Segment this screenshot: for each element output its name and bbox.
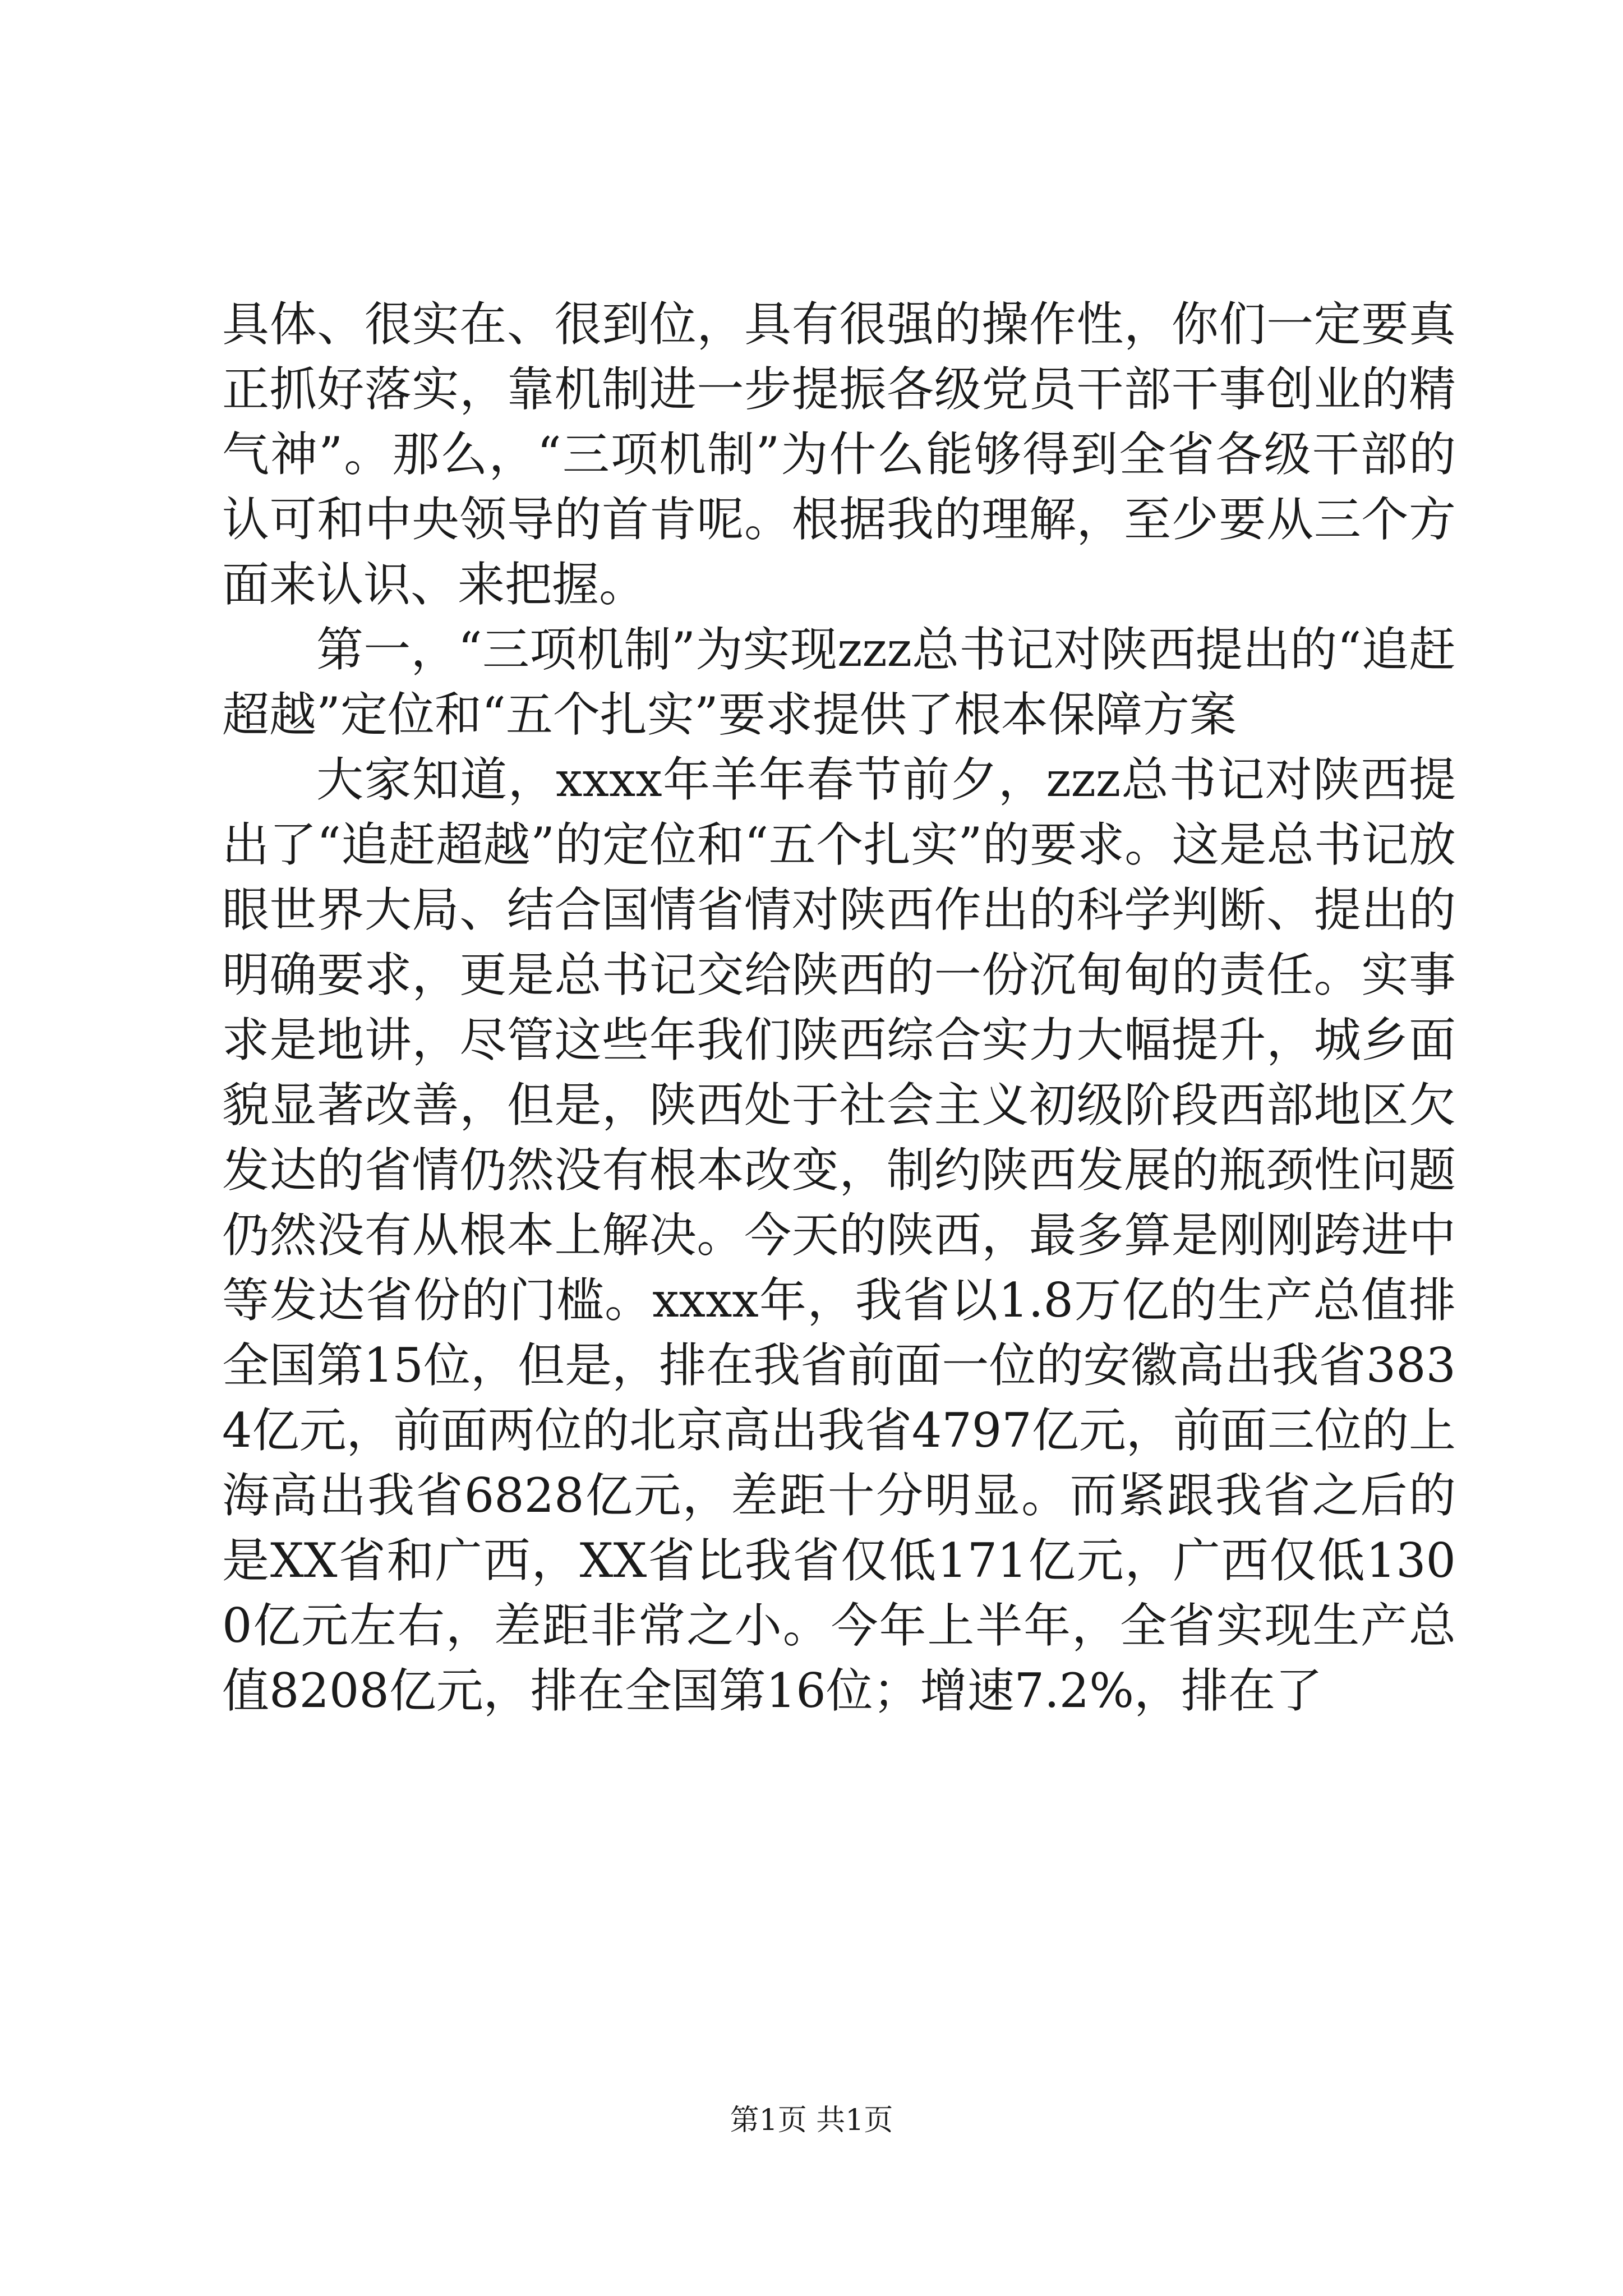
paragraph-continuation: 具体、很实在、很到位，具有很强的操作性，你们一定要真正抓好落实，靠机制进一步提振各级党员干部干事创业的精气神”。那么，“三项机制”为什么能够得到全省各级干部的认可和中央领导的首肯呢。根据我的理解，至少要从三个方面来认识、来把握。 xyxy=(222,297,1456,612)
paragraph-section-heading: 第一，“三项机制”为实现zzz总书记对陕西提出的“追赶超越”定位和“五个扎实”要求提供了根本保障方案 xyxy=(222,622,1456,742)
page-number-label: 第1页 共1页 xyxy=(730,2104,893,2137)
paragraph-body: 大家知道，xxxx年羊年春节前夕，zzz总书记对陕西提出了“追赶超越”的定位和“五个扎实”的要求。这是总书记放眼世界大局、结合国情省情对陕西作出的科学判断、提出的明确要求，更是总书记交给陕西的一份沉甸甸的责任。实事求是地讲，尽管这些年我们陕西综合实力大幅提升，城乡面貌显著改善，但是，陕西处于社会主义初级阶段西部地区欠发达的省情仍然没有根本改变，制约陕西发展的瓶颈性问题仍然没有从根本上解决。今天的陕西，最多算是刚刚跨进中等发达省份的门槛。xxxx年，我省以1.8万亿的生产总值排全国第15位，但是，排在我省前面一位的安徽高出我省3834亿元，前面两位的北京高出我省4797亿元，前面三位的上海高出我省6828亿元，差距十分明显。而紧跟我省之后的是XX省和广西，XX省比我省仅低171亿元，广西仅低1300亿元左右，差距非常之小。今年上半年，全省实现生产总值8208亿元，排在全国第16位；增速7.2%，排在了 xyxy=(222,752,1456,1718)
page-footer xyxy=(0,2102,1623,2138)
document-body xyxy=(222,292,1456,1723)
